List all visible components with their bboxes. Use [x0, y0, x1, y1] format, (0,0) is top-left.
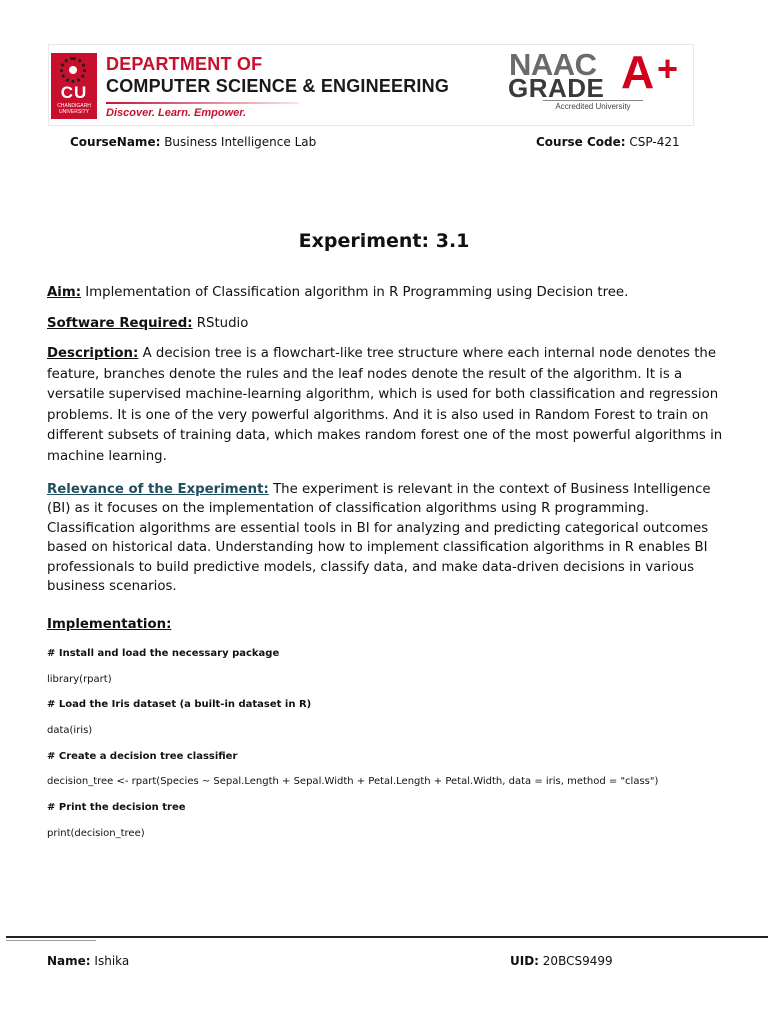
code-line: data(iris): [47, 725, 93, 736]
description-label: Description:: [47, 346, 139, 361]
course-code-value: CSP-421: [629, 135, 680, 149]
naac-grade-text: GRADE: [508, 73, 605, 103]
course-code: [536, 135, 680, 149]
accredited-label: Accredited University: [543, 100, 643, 111]
relevance-text: The experiment is relevant in the context of Business Intelligence (BI) as it focuses on the implementation of classification algorithms using R programming. Classification algorithms are essential tools in BI for analyzing and predicting categorical outcomes based on historical data. Understanding how to implement classification algorithms in R enables BI professionals to build predictive models, classify data, and make data-driven decisions in various business scenarios.: [47, 482, 711, 595]
code-line: decision_tree <- rpart(Species ~ Sepal.Length + Sepal.Width + Petal.Length + Petal.Width, data = iris, method = "class"): [47, 776, 659, 787]
tagline: Discover. Learn. Empower.: [106, 107, 247, 119]
footer-divider-accent: [6, 940, 96, 941]
aim-section: [47, 283, 723, 304]
naac-grade-plus: +: [657, 48, 679, 89]
experiment-title: Experiment: 3.1: [298, 230, 470, 252]
department-name: COMPUTER SCIENCE & ENGINEERING: [106, 76, 450, 96]
naac-grade-letter: A: [621, 46, 655, 98]
relevance-section: [47, 480, 723, 596]
code-comment: # Load the Iris dataset (a built-in dataset in R): [47, 699, 312, 710]
cu-logo: [51, 53, 97, 119]
footer-name-value: Ishika: [94, 954, 130, 968]
footer-name-label: Name:: [47, 954, 91, 968]
relevance-label: Relevance of the Experiment:: [47, 482, 269, 497]
software-section: [47, 314, 723, 335]
course-code-label: Course Code:: [536, 135, 626, 149]
department-title: DEPARTMENT OF: [106, 54, 263, 74]
software-text: RStudio: [196, 316, 249, 331]
gear-icon: [60, 57, 86, 83]
code-comment: # Install and load the necessary package: [47, 648, 280, 659]
code-line: print(decision_tree): [47, 828, 145, 839]
course-name-value: Business Intelligence Lab: [164, 135, 317, 149]
aim-label: Aim:: [47, 285, 82, 300]
footer-uid: [510, 954, 613, 968]
course-name-label: CourseName:: [70, 135, 161, 149]
code-comment: # Create a decision tree classifier: [47, 751, 238, 762]
footer-divider: [6, 936, 768, 938]
footer-uid-label: UID:: [510, 954, 539, 968]
header-divider: [106, 102, 299, 104]
course-name: [70, 135, 316, 149]
implementation-heading: Implementation:: [47, 617, 172, 632]
software-label: Software Required:: [47, 316, 193, 331]
aim-text: Implementation of Classification algorithm in R Programming using Decision tree.: [85, 285, 629, 300]
code-comment: # Print the decision tree: [47, 802, 186, 813]
description-text: A decision tree is a flowchart-like tree structure where each internal node denotes the feature, branches denote the rules and the leaf nodes denote the result of the algorithm. It is a versatile supervised machine-learning algorithm, which is used for both classification and regression problems. It is one of the very powerful algorithms. And it is also used in Random Forest to train on different subsets of training data, which makes random forest one of the most powerful algorithms in machine learning.: [47, 346, 723, 464]
naac-text: NAAC: [509, 47, 597, 82]
header-banner: [48, 44, 694, 126]
logo-university: CHANDIGARH UNIVERSITY: [57, 103, 91, 115]
footer-uid-value: 20BCS9499: [542, 954, 613, 968]
logo-letters: CU: [60, 83, 88, 102]
code-line: library(rpart): [47, 674, 112, 685]
description-section: [47, 344, 723, 468]
footer-name: [47, 954, 129, 968]
